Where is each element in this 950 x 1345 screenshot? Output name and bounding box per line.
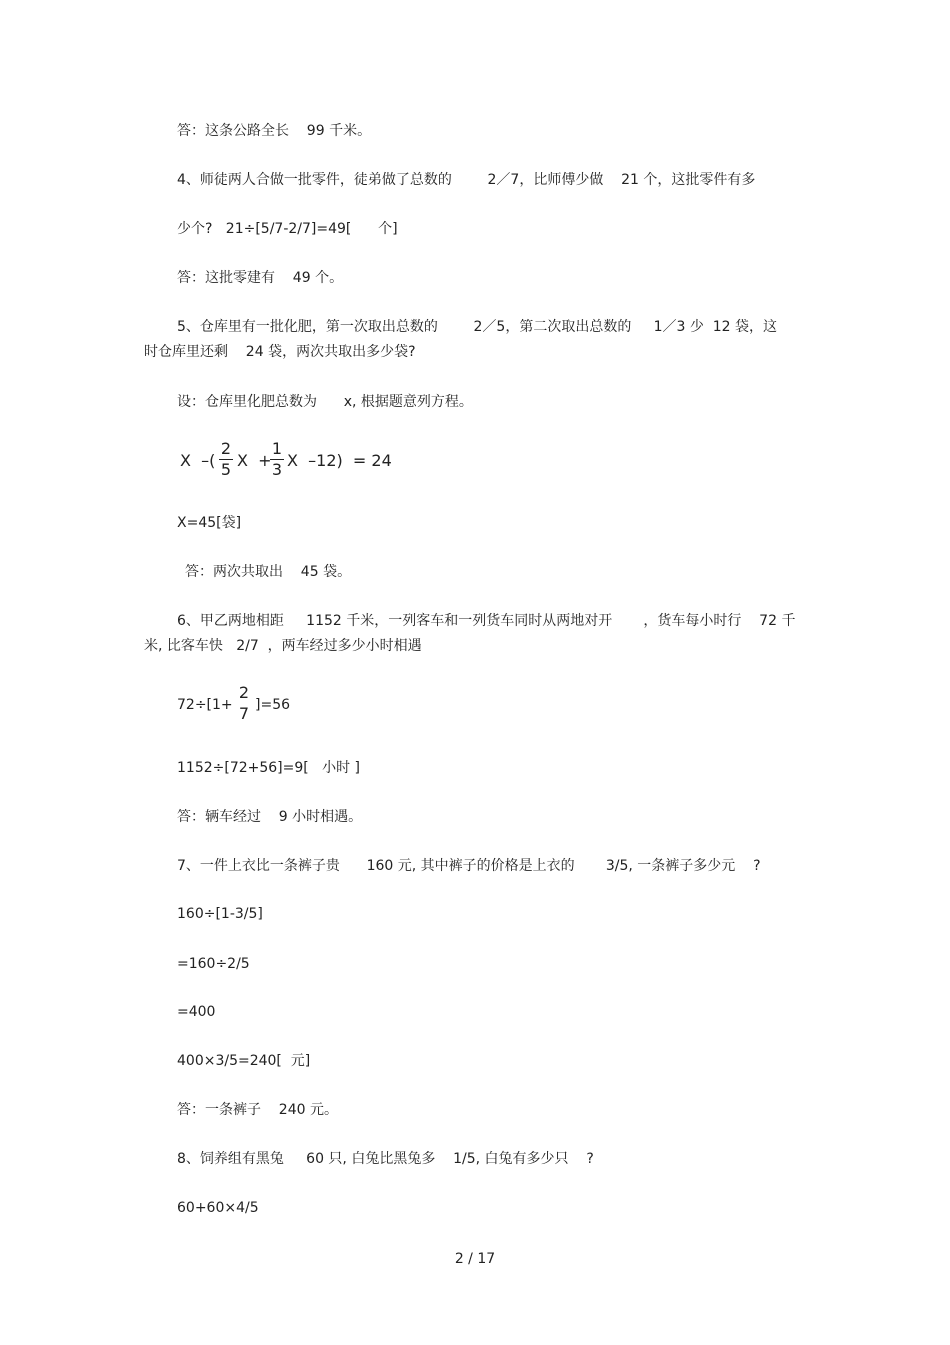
answer-road-length: 答：这条公路全长 99 千米。 [177, 123, 372, 139]
problem-8: 8、饲养组有黑兔 60 只, 白兔比黑兔多 1/5, 白兔有多少只 ? [177, 1151, 594, 1167]
eq2-denominator: 7 [238, 704, 250, 723]
eq1-f2-denominator: 3 [271, 460, 283, 479]
problem-4-line-1: 4、师徒两人合做一批零件，徒弟做了总数的 2／7，比师傅少做 21 个，这批零件有多 [177, 172, 756, 188]
problem-7-step-4: 400×3/5=240[ 元] [177, 1053, 311, 1069]
eq2-lead: 72÷[1+ [177, 697, 233, 713]
problem-5-line-1: 5、仓库里有一批化肥，第一次取出总数的 2／5，第二次取出总数的 1／3 少 12 袋，这 [177, 319, 778, 335]
eq1-tail: X –12) = 24 [287, 451, 392, 470]
problem-5-setup: 设：仓库里化肥总数为 x, 根据题意列方程。 [177, 394, 473, 410]
eq1-fraction-2 [270, 440, 284, 479]
problem-7-step-1: 160÷[1-3/5] [177, 906, 263, 922]
eq1-f1-numerator: 2 [220, 439, 232, 458]
answer-5: 答：两次共取出 45 袋。 [185, 564, 352, 580]
problem-4-line-2: 少个? 21÷[5/7-2/7]=49[ 个] [177, 221, 398, 237]
answer-6: 答：辆车经过 9 小时相遇。 [177, 809, 363, 825]
problem-6-solution: 1152÷[72+56]=9[ 小时 ] [177, 760, 361, 776]
eq2-fraction [237, 684, 251, 723]
problem-5-line-2: 时仓库里还剩 24 袋，两次共取出多少袋? [144, 344, 416, 360]
eq1-lead: X –( [180, 451, 216, 470]
problem-7-step-3: =400 [177, 1004, 216, 1020]
problem-7: 7、一件上衣比一条裤子贵 160 元, 其中裤子的价格是上衣的 3/5, 一条裤子多少元 ? [177, 858, 761, 874]
answer-4: 答：这批零建有 49 个。 [177, 270, 344, 286]
eq2-numerator: 2 [238, 683, 250, 702]
problem-6-line-2: 米, 比客车快 2/7 ，两车经过多少小时相遇 [144, 638, 422, 654]
problem-7-step-2: =160÷2/5 [177, 956, 250, 972]
eq1-f2-numerator: 1 [271, 439, 283, 458]
eq1-f1-denominator: 5 [220, 460, 232, 479]
page-number: 2 / 17 [454, 1251, 496, 1267]
eq1-fraction-1 [219, 440, 233, 479]
eq1-mid-1: X + [237, 451, 272, 470]
problem-5-solution: X=45[袋] [177, 515, 242, 531]
problem-6-line-1: 6、甲乙两地相距 1152 千米，一列客车和一列货车同时从两地对开 ，货车每小时行 72 千 [177, 613, 796, 629]
problem-8-step-1: 60+60×4/5 [177, 1200, 259, 1216]
answer-7: 答：一条裤子 240 元。 [177, 1102, 338, 1118]
eq2-tail: ]=56 [255, 697, 291, 713]
